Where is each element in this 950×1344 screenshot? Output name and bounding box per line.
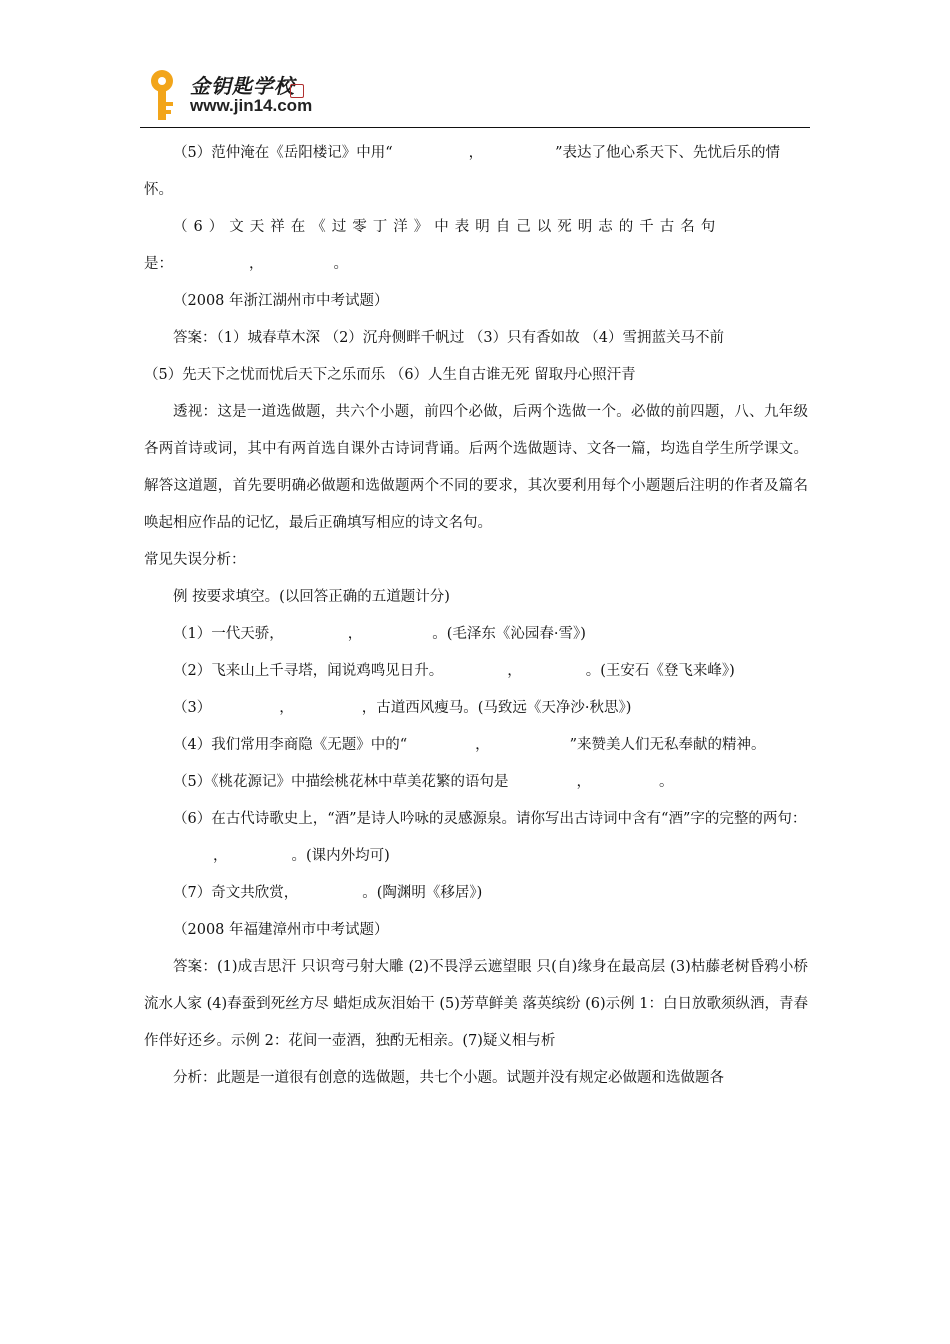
errors-heading: 常见失误分析： bbox=[144, 552, 246, 568]
brand-name: 金钥匙学校 bbox=[190, 74, 295, 98]
document-body bbox=[144, 135, 808, 1097]
golden-key-icon bbox=[142, 68, 182, 122]
question-7: （7）奇文共欣赏， 。(陶渊明《移居》) bbox=[173, 885, 483, 901]
source-note-1: （2008 年浙江湖州市中考试题） bbox=[173, 293, 389, 309]
question-6a: （6）文天祥在《过零丁洋》中表明自己以死明志的千古名句 bbox=[173, 219, 722, 235]
question-5a: （5）范仲淹在《岳阳楼记》中用“ ， ”表达了他心系天下、先忧后乐的情怀。 bbox=[144, 145, 781, 198]
source-note-2: （2008 年福建漳州市中考试题） bbox=[173, 922, 389, 938]
analysis-1: 透视：这是一道选做题，共六个小题，前四个必做，后两个选做一个。必做的前四题，八、九年级各两首诗或词，其中有两首选自课外古诗词背诵。后两个选做题诗、文各一篇，均选自学生所学课文。解答这道题，首先要明确必做题和选做题两个不同的要求，其次要利用每个小题题后注明的作者及篇名唤起相应作品的记忆，最后正确填写相应的诗文名句。 bbox=[144, 404, 808, 531]
answer-2: 答案：(1)成吉思汗 只识弯弓射大雕 (2)不畏浮云遮望眼 只(自)缘身在最高层 (3)枯藤老树昏鸦小桥流水人家 (4)春蚕到死丝方尽 蜡炬成灰泪始干 (5)芳草鲜美 落英缤纷 (6)示例 1：白日放歌须纵酒，青春作伴好还乡。示例 2：花间一壶酒，独酌无相亲。(7)疑义相与析 bbox=[144, 959, 808, 1049]
header-divider bbox=[140, 127, 810, 128]
question-6a-answer-line: 是： ， 。 bbox=[144, 256, 348, 272]
page-header bbox=[140, 66, 810, 136]
question-5: （5）《桃花源记》中描绘桃花林中草美花繁的语句是 ， 。 bbox=[173, 774, 674, 790]
question-3: （3） ， ，古道西风瘦马。(马致远《天净沙·秋思》) bbox=[173, 700, 632, 716]
question-2: （2）飞来山上千寻塔，闻说鸡鸣见日升。 ， 。(王安石《登飞来峰》) bbox=[173, 663, 735, 679]
question-6: （6）在古代诗歌史上，“酒”是诗人吟咏的灵感源泉。请你写出古诗词中含有“酒”字的完整的两句： bbox=[173, 811, 807, 827]
example-intro: 例 按要求填空。(以回答正确的五道题计分) bbox=[173, 589, 450, 605]
analysis-2: 分析：此题是一道很有创意的选做题，共七个小题。试题并没有规定必做题和选做题各 bbox=[173, 1070, 724, 1086]
brand-url: www.jin14.com bbox=[190, 96, 313, 115]
answer-1-line-2: （5）先天下之忧而忧后天下之乐而乐 （6）人生自古谁无死 留取丹心照汗青 bbox=[144, 367, 636, 383]
question-6-answer-line: ， 。(课内外均可) bbox=[213, 848, 390, 864]
question-1: （1）一代天骄， ， 。(毛泽东《沁园春·雪》) bbox=[173, 626, 586, 642]
answer-1-line-1: 答案：（1）城春草木深 （2）沉舟侧畔千帆过 （3）只有香如故 （4）雪拥蓝关马不前 bbox=[173, 330, 724, 346]
question-4: （4）我们常用李商隐《无题》中的“ ， ”来赞美人们无私奉献的精神。 bbox=[173, 737, 766, 753]
